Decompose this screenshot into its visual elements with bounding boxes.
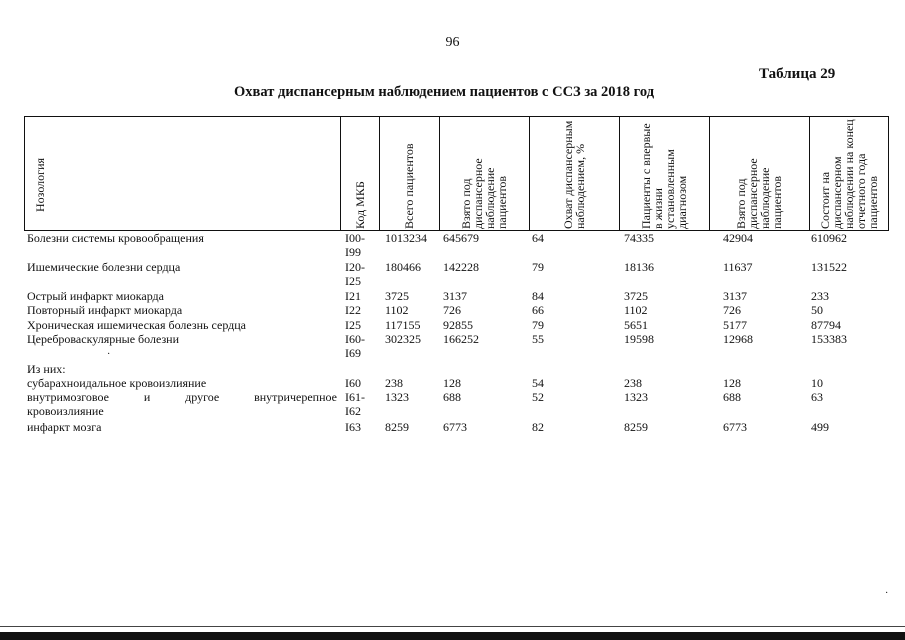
page-number: 96 bbox=[445, 35, 460, 50]
table-title: Охват диспансерным наблюдением пациентов с ССЗ за 2018 год bbox=[234, 84, 655, 100]
row-total: 302325 bbox=[385, 332, 421, 346]
scan-speck: · bbox=[107, 349, 111, 360]
row-end: 233 bbox=[811, 289, 829, 303]
row-name: Из них: bbox=[27, 362, 66, 376]
row-taken: 3137 bbox=[443, 289, 467, 303]
row-new-taken: 12968 bbox=[723, 332, 753, 346]
row-taken: 645679 bbox=[443, 231, 479, 245]
row-total: 8259 bbox=[385, 420, 409, 434]
row-new-taken: 688 bbox=[723, 390, 741, 404]
row-end: 610962 bbox=[811, 231, 847, 245]
row-new-taken: 128 bbox=[723, 376, 741, 390]
row-new-taken: 726 bbox=[723, 303, 741, 317]
row-total: 3725 bbox=[385, 289, 409, 303]
row-new: 74335 bbox=[624, 231, 654, 245]
row-total: 1013234 bbox=[385, 231, 427, 245]
row-new: 238 bbox=[624, 376, 642, 390]
row-coverage: 79 bbox=[532, 318, 544, 332]
row-total: 238 bbox=[385, 376, 403, 390]
row-taken: 6773 bbox=[443, 420, 467, 434]
row-code: I00- bbox=[345, 231, 365, 245]
row-coverage: 64 bbox=[532, 231, 544, 245]
row-end: 50 bbox=[811, 303, 823, 317]
row-new: 5651 bbox=[624, 318, 648, 332]
row-code: I20- bbox=[345, 260, 365, 274]
row-new: 1102 bbox=[624, 303, 648, 317]
header-nosology: Нозология bbox=[33, 157, 47, 212]
scan-speck: · bbox=[885, 588, 889, 599]
row-name: Повторный инфаркт миокарда bbox=[27, 303, 183, 317]
row-new: 8259 bbox=[624, 420, 648, 434]
row-end: 499 bbox=[811, 420, 829, 434]
row-taken: 688 bbox=[443, 390, 461, 404]
row-name: Ишемические болезни сердца bbox=[27, 260, 181, 274]
row-new: 18136 bbox=[624, 260, 654, 274]
row-code: I60- bbox=[345, 332, 365, 346]
header-icd-code: Код МКБ bbox=[352, 180, 367, 229]
row-coverage: 79 bbox=[532, 260, 544, 274]
row-taken: 92855 bbox=[443, 318, 473, 332]
header-new-taken-under-observation: Взято под диспансерное наблюдение пациентов bbox=[734, 157, 784, 229]
row-code: I69 bbox=[345, 346, 361, 360]
row-taken: 166252 bbox=[443, 332, 479, 346]
row-taken: 128 bbox=[443, 376, 461, 390]
scan-edge-band bbox=[0, 632, 905, 640]
row-coverage: 55 bbox=[532, 332, 544, 346]
row-end: 87794 bbox=[811, 318, 841, 332]
header-coverage-percent: Охват диспансерным наблюдением, % bbox=[561, 120, 587, 229]
scan-edge-line bbox=[0, 626, 905, 627]
row-code: I25 bbox=[345, 318, 361, 332]
row-end: 131522 bbox=[811, 260, 847, 274]
header-first-diagnosed: Пациенты с впервые в жизни установленным диагнозом bbox=[639, 122, 689, 229]
row-total: 117155 bbox=[385, 318, 421, 332]
table-header bbox=[24, 116, 889, 231]
row-name: внутримозговое и другое внутричерепное bbox=[27, 390, 337, 404]
row-name: Болезни системы кровообращения bbox=[27, 231, 204, 245]
header-total-patients: Всего пациентов bbox=[402, 142, 416, 229]
row-new-taken: 5177 bbox=[723, 318, 747, 332]
row-new: 3725 bbox=[624, 289, 648, 303]
row-end: 63 bbox=[811, 390, 823, 404]
row-new-taken: 11637 bbox=[723, 260, 753, 274]
row-code: I22 bbox=[345, 303, 361, 317]
row-code: I60 bbox=[345, 376, 361, 390]
row-taken: 142228 bbox=[443, 260, 479, 274]
row-end: 10 bbox=[811, 376, 823, 390]
row-code: I99 bbox=[345, 245, 361, 259]
header-end-of-year: Состоит на диспансерном наблюдении на конец отчетного года пациентов bbox=[818, 118, 880, 229]
row-taken: 726 bbox=[443, 303, 461, 317]
row-end: 153383 bbox=[811, 332, 847, 346]
table-label: Таблица 29 bbox=[759, 66, 836, 82]
row-code: I25 bbox=[345, 274, 361, 288]
row-coverage: 66 bbox=[532, 303, 544, 317]
row-new: 1323 bbox=[624, 390, 648, 404]
row-coverage: 84 bbox=[532, 289, 544, 303]
row-total: 1323 bbox=[385, 390, 409, 404]
row-coverage: 54 bbox=[532, 376, 544, 390]
row-total: 180466 bbox=[385, 260, 421, 274]
row-coverage: 52 bbox=[532, 390, 544, 404]
row-total: 1102 bbox=[385, 303, 409, 317]
row-new-taken: 3137 bbox=[723, 289, 747, 303]
row-name: Острый инфаркт миокарда bbox=[27, 289, 164, 303]
row-code: I21 bbox=[345, 289, 361, 303]
header-taken-under-observation: Взято под диспансерное наблюдение пациентов bbox=[459, 157, 509, 229]
row-new-taken: 6773 bbox=[723, 420, 747, 434]
row-code: I63 bbox=[345, 420, 361, 434]
row-name: инфаркт мозга bbox=[27, 420, 102, 434]
row-name: Хроническая ишемическая болезнь сердца bbox=[27, 318, 247, 332]
row-name-continued: кровоизлияние bbox=[27, 404, 104, 418]
row-coverage: 82 bbox=[532, 420, 544, 434]
row-code: I62 bbox=[345, 404, 361, 418]
row-name: субарахноидальное кровоизлияние bbox=[27, 376, 207, 390]
row-new: 19598 bbox=[624, 332, 654, 346]
row-code: I61- bbox=[345, 390, 365, 404]
row-new-taken: 42904 bbox=[723, 231, 753, 245]
row-name: Цереброваскулярные болезни bbox=[27, 332, 180, 346]
